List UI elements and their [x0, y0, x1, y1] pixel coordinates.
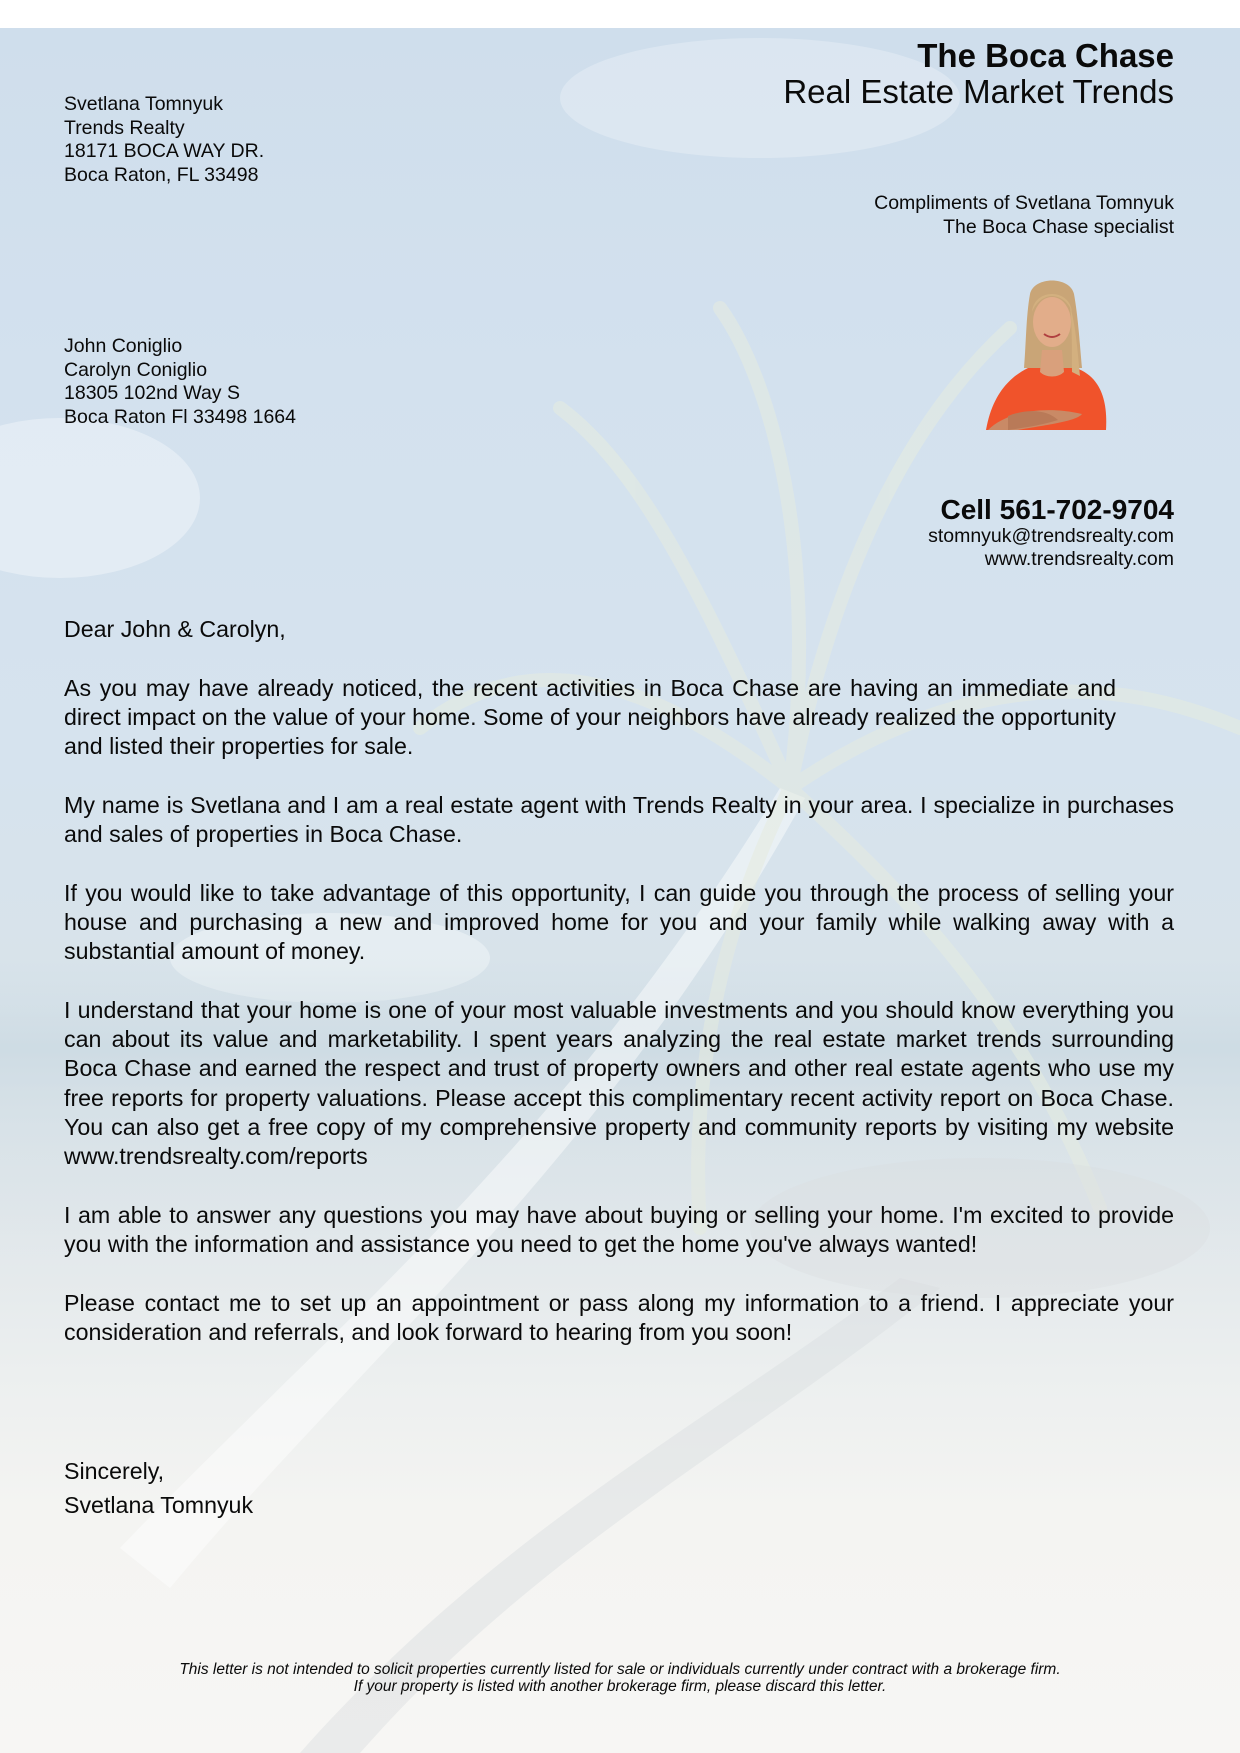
- recipient-street: 18305 102nd Way S: [64, 382, 240, 404]
- recipient-name-2: Carolyn Coniglio: [64, 358, 208, 381]
- letter-paragraph-4: I understand that your home is one of your most valuable investments and you should know everything you can about its value and marketability. I spent years analyzing the real estate market trends surrounding Boca Chase and earned the respect and trust of property owners and other real estate agents who use my free reports for property valuations. Please accept this complimentary recent activity report on Boca Chase. You can also get a free copy of my comprehensive property and community reports by visiting my website www.trendsrealty.com/reports: [64, 996, 1174, 1170]
- disclaimer: [0, 1661, 1240, 1695]
- letter-body: [64, 615, 1174, 1377]
- disclaimer-line-2: If your property is listed with another brokerage firm, please discard this letter.: [353, 1678, 887, 1695]
- compliments-line: Compliments of Svetlana Tomnyuk: [874, 192, 1174, 214]
- document-title: [783, 38, 1174, 110]
- specialist-line: The Boca Chase specialist: [943, 215, 1174, 238]
- agent-portrait-photo-icon: [978, 276, 1126, 430]
- letter-paragraph-3: If you would like to take advantage of this opportunity, I can guide you through the process of selling your house and purchasing a new and improved home for you and your family while walking away with a substantial amount of money.: [64, 879, 1174, 965]
- recipient-name-1: John Coniglio: [64, 335, 183, 357]
- disclaimer-line-1: This letter is not intended to solicit properties currently listed for sale or individuals currently under contract with a brokerage firm.: [179, 1661, 1061, 1678]
- closing-phrase: Sincerely,: [64, 1458, 165, 1484]
- title-subtitle: Real Estate Market Trends: [783, 73, 1174, 110]
- compliments-block: [874, 192, 1174, 239]
- letter-paragraph-1: As you may have already noticed, the recent activities in Boca Chase are having an immediate and direct impact on the value of your home. Some of your neighbors have already realized the opportunity and listed their properties for sale.: [64, 674, 1116, 760]
- recipient-address: [64, 335, 296, 429]
- letter-paragraph-2: My name is Svetlana and I am a real estate agent with Trends Realty in your area. I specialize in purchases and sales of properties in Boca Chase.: [64, 791, 1174, 848]
- title-main: The Boca Chase: [917, 37, 1174, 74]
- letter-paragraph-6: Please contact me to set up an appointment or pass along my information to a friend. I appreciate your consideration and referrals, and look forward to hearing from you soon!: [64, 1289, 1174, 1346]
- cell-phone[interactable]: Cell 561-702-9704: [940, 494, 1174, 525]
- salutation: Dear John & Carolyn,: [64, 616, 286, 642]
- contact-block: [928, 495, 1174, 571]
- sender-city: Boca Raton, FL 33498: [64, 163, 259, 186]
- letter-paragraph-5: I am able to answer any questions you may have about buying or selling your home. I'm excited to provide you with the information and assistance you need to get the home you've always wanted!: [64, 1201, 1174, 1258]
- sender-address: [64, 93, 264, 187]
- closing-block: [64, 1454, 253, 1522]
- website-link[interactable]: www.trendsrealty.com: [984, 548, 1174, 570]
- recipient-city: Boca Raton Fl 33498 1664: [64, 405, 297, 428]
- letter-page: [0, 28, 1240, 1753]
- signature-name: Svetlana Tomnyuk: [64, 1492, 254, 1518]
- email-link[interactable]: stomnyuk@trendsrealty.com: [928, 525, 1174, 547]
- sender-street: 18171 BOCA WAY DR.: [64, 140, 265, 162]
- sender-name: Svetlana Tomnyuk: [64, 93, 223, 115]
- sender-company: Trends Realty: [64, 116, 185, 139]
